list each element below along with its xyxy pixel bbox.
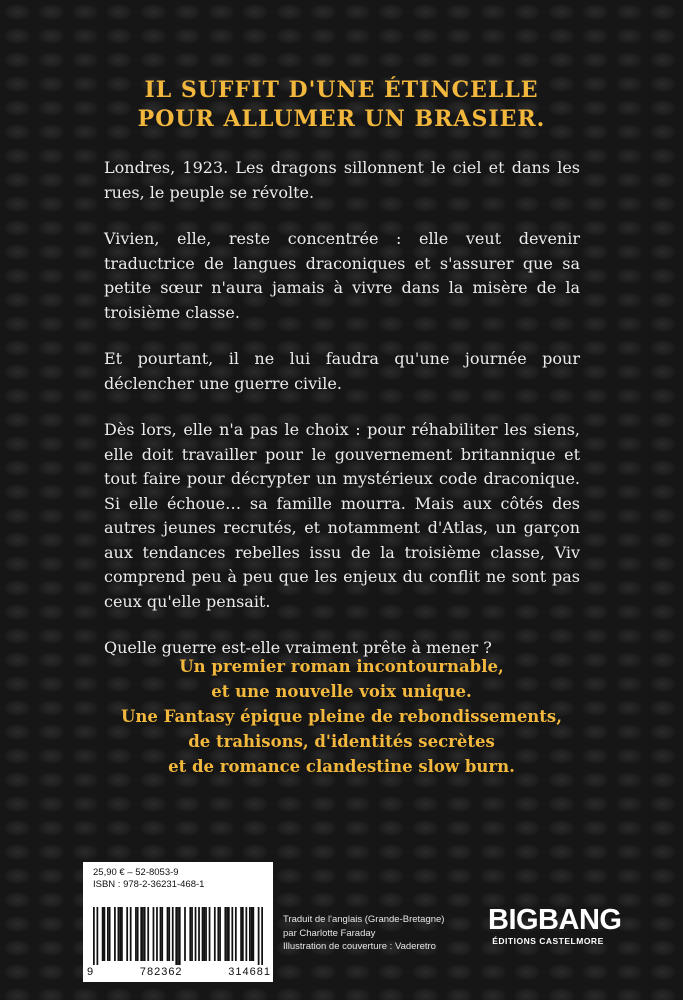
- publisher-name: ÉDITIONS CASTELMORE: [492, 936, 604, 946]
- barcode-bar: [226, 907, 228, 961]
- barcode-bar: [142, 907, 144, 961]
- barcode-bar: [251, 907, 253, 961]
- headline-line-2: POUR ALLUMER UN BRASIER.: [137, 106, 546, 132]
- barcode-bar: [214, 907, 216, 961]
- synopsis-paragraph: Londres, 1923. Les dragons sillonnent le ciel et dans les rues, le peuple se révolte.: [104, 158, 580, 202]
- publisher-logo-text: BIGBANG: [488, 904, 622, 936]
- synopsis-paragraph: Dès lors, elle n'a pas le choix : pour réhabiliter les siens, elle doit travailler pour le gouvernement britannique et tout faire pour décrypter un mystérieux code draconique. Si elle échoue… sa famille mourra. Mais aux côtés des autres jeunes recrutés, et notamment d'Atlas, un garçon aux tendances rebelles issu de la troisième classe, Viv comprend peu à peu que les enjeux du conflit ne sont pas ceux qu'elle pensait.: [104, 420, 580, 611]
- barcode-bar: [203, 907, 205, 961]
- barcode-bar: [161, 907, 163, 961]
- barcode-meta: [93, 867, 204, 890]
- barcode-bar: [249, 907, 251, 961]
- barcode-bar: [242, 907, 244, 961]
- barcode-bar: [219, 907, 221, 961]
- synopsis-paragraph: Et pourtant, il ne lui faudra qu'une journée pour déclencher une guerre civile.: [104, 349, 580, 393]
- barcode-bar: [109, 907, 111, 961]
- tagline-line: de trahisons, d'identités secrètes: [188, 732, 495, 751]
- barcode-bar: [195, 907, 197, 961]
- barcode-bar: [177, 907, 179, 965]
- barcode-bar: [245, 907, 247, 961]
- barcode-bar: [144, 907, 146, 961]
- tagline-line: et une nouvelle voix unique.: [211, 682, 472, 701]
- barcode-bar: [102, 907, 104, 961]
- synopsis: [104, 156, 580, 683]
- barcode-bar: [135, 907, 137, 961]
- barcode-bar: [235, 907, 237, 961]
- barcode-bar: [118, 907, 120, 961]
- barcode-bar: [168, 907, 170, 961]
- barcode-bar: [147, 907, 149, 961]
- isbn-line: ISBN : 978-2-36231-468-1: [93, 878, 205, 890]
- barcode-bar: [172, 907, 174, 961]
- barcode-bar: [156, 907, 158, 961]
- barcode-digit-group: 782362: [139, 966, 183, 978]
- barcode-bar: [240, 907, 242, 961]
- barcode-bar: [217, 907, 219, 961]
- barcode-bar: [93, 907, 95, 965]
- barcode-bar: [205, 907, 207, 961]
- barcode-bar: [198, 907, 200, 961]
- barcode-bar: [119, 907, 121, 961]
- barcode-bar: [175, 907, 177, 965]
- barcode-bar: [224, 907, 226, 961]
- translator-name-line: par Charlotte Faraday: [283, 927, 376, 939]
- synopsis-paragraph: Vivien, elle, reste concentrée : elle veut devenir traductrice de langues draconiques et s'assurer que sa petite sœur n'aura jamais à vivre dans la misère de la troisième classe.: [104, 229, 580, 322]
- barcode-bar: [184, 907, 186, 961]
- synopsis-paragraph: Quelle guerre est-elle vraiment prête à mener ?: [104, 638, 492, 657]
- publisher-logo: [488, 904, 622, 946]
- credits: [283, 913, 444, 954]
- barcode-bar: [114, 907, 116, 961]
- barcode-bar: [189, 907, 191, 961]
- barcode-bar: [202, 907, 204, 961]
- barcode-bar: [261, 907, 263, 965]
- barcode-bar: [209, 907, 211, 961]
- illustration-line: Illustration de couverture : Vaderetro: [283, 941, 436, 952]
- barcode-bar: [160, 907, 162, 961]
- barcode-digits: [87, 966, 271, 978]
- barcode-bar: [126, 907, 128, 961]
- tagline-line: Un premier roman incontournable,: [179, 657, 504, 676]
- barcode-bar: [121, 907, 123, 961]
- barcode-bar: [140, 907, 142, 961]
- barcode-bar: [191, 907, 193, 961]
- headline: [0, 76, 683, 134]
- barcode-bar: [97, 907, 99, 965]
- tagline-line: et de romance clandestine slow burn.: [168, 757, 515, 776]
- headline-line-1: IL SUFFIT D'UNE ÉTINCELLE: [144, 77, 539, 103]
- barcode-bar: [130, 907, 132, 961]
- barcode-bar: [137, 907, 139, 961]
- tagline: [0, 654, 683, 779]
- tagline-line: Une Fantasy épique pleine de rebondissements,: [121, 707, 562, 726]
- barcode-bar: [167, 907, 169, 961]
- barcode-icon: [93, 907, 263, 965]
- barcode-bar: [252, 907, 254, 961]
- barcode-box: [83, 862, 273, 982]
- translator-line: Traduit de l'anglais (Grande-Bretagne): [283, 914, 445, 925]
- barcode-bar: [153, 907, 155, 961]
- price-line: 25,90 € – 52-8053-9: [93, 867, 179, 878]
- barcode-bar: [228, 907, 230, 961]
- barcode-bar: [107, 907, 109, 961]
- barcode-bar: [104, 907, 106, 961]
- barcode-bar: [179, 907, 181, 965]
- barcode-digit-group: 9: [87, 966, 95, 978]
- barcode-digit-group: 314681: [228, 966, 271, 978]
- barcode-bar: [231, 907, 233, 961]
- barcode-bar: [258, 907, 260, 965]
